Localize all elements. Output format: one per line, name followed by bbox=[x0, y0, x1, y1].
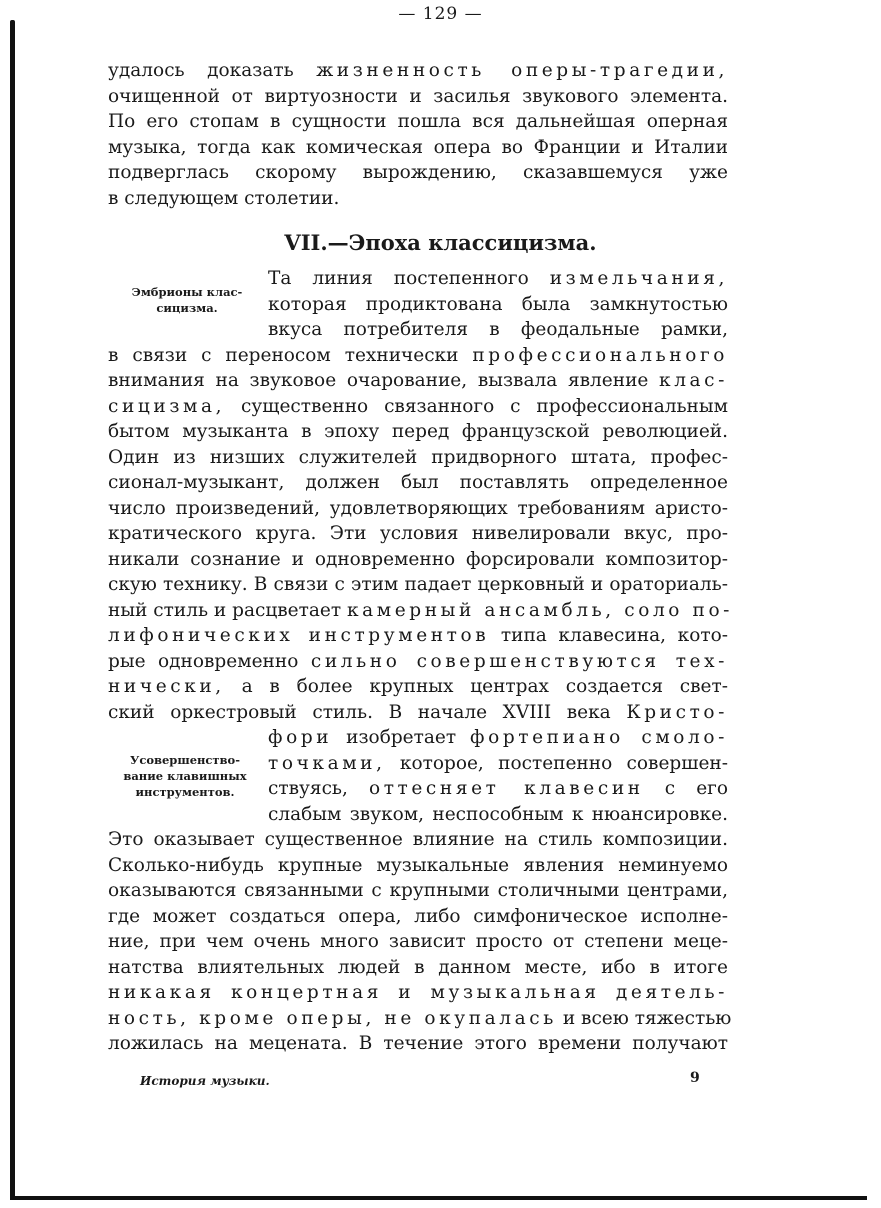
page-bottom-edge bbox=[10, 1196, 867, 1200]
text-line bbox=[108, 929, 728, 955]
text-run: музыка, тогда как комическая опера во Франции и Италии bbox=[108, 136, 728, 158]
text-run: Сколько-нибудь крупные музыкальные явления неминуемо bbox=[108, 854, 728, 876]
text-line bbox=[108, 496, 728, 522]
margin-note-keyboard bbox=[110, 752, 260, 800]
text-line bbox=[108, 853, 728, 879]
spaced-emphasis: измельчания, bbox=[549, 268, 728, 289]
footer-signature-number: 9 bbox=[690, 1070, 700, 1086]
text-run: рые одновременно bbox=[108, 650, 311, 672]
spaced-emphasis: нически, bbox=[108, 676, 225, 697]
text-line bbox=[268, 266, 728, 292]
text-run: где может создаться опера, либо симфоническое исполне- bbox=[108, 905, 728, 927]
text-line bbox=[108, 343, 728, 369]
text-line bbox=[268, 802, 728, 828]
text-run: бытом музыканта в эпоху перед французской революцией. bbox=[108, 421, 728, 442]
spaced-emphasis: Кристо- bbox=[626, 701, 728, 723]
text-line bbox=[108, 623, 728, 649]
text-line bbox=[108, 160, 728, 186]
spaced-emphasis: фортепиано смоло- bbox=[470, 727, 728, 748]
spaced-emphasis: ность, кроме оперы, не окупалась bbox=[108, 1007, 557, 1029]
text-line bbox=[108, 598, 734, 624]
spaced-emphasis: лифонических инструментов bbox=[108, 625, 490, 646]
text-line bbox=[108, 980, 728, 1006]
spaced-emphasis: клас- bbox=[659, 370, 728, 391]
text-line bbox=[268, 725, 728, 751]
text-run: в следующем столетии. bbox=[108, 187, 340, 209]
text-line bbox=[108, 419, 728, 445]
spaced-emphasis: сильно совершенствуются тех- bbox=[310, 650, 728, 672]
margin-note-line: сицизма. bbox=[156, 301, 218, 315]
text-line bbox=[108, 1006, 732, 1032]
margin-note-line: Усовершенство- bbox=[129, 753, 240, 767]
text-run: вкуса потребителя в феодальные рамки, bbox=[268, 319, 728, 340]
text-run: удалось доказать bbox=[108, 60, 317, 81]
text-line bbox=[108, 700, 728, 726]
text-line bbox=[268, 751, 728, 777]
body-paragraph bbox=[108, 266, 734, 1057]
text-run: Это оказывает существенное влияние на стиль композиции. bbox=[108, 829, 728, 850]
margin-note-line: вание клавишных bbox=[123, 769, 247, 783]
text-line bbox=[108, 547, 728, 573]
text-line bbox=[108, 521, 728, 547]
text-line bbox=[108, 827, 728, 853]
text-line bbox=[108, 109, 728, 135]
text-run: скую технику. В связи с этим падает церковный и ораториаль- bbox=[108, 574, 728, 595]
footer-book-title: История музыки. bbox=[140, 1074, 270, 1088]
margin-note-line: Эмбрионы клас- bbox=[131, 285, 243, 299]
spaced-emphasis: никакая концертная и музыкальная деятель- bbox=[108, 982, 728, 1003]
text-run: внимания на звуковое очарование, вызвала явление bbox=[108, 370, 660, 391]
text-run: которое, постепенно совершен- bbox=[385, 752, 728, 774]
main-lines-b bbox=[108, 827, 732, 1057]
text-line bbox=[108, 394, 728, 420]
text-line bbox=[108, 955, 728, 981]
text-line bbox=[108, 904, 728, 930]
spaced-emphasis: фори bbox=[268, 727, 333, 748]
indented-lines-a bbox=[108, 266, 728, 343]
text-run: Та линия постепенного bbox=[268, 268, 550, 289]
top-paragraph bbox=[108, 58, 728, 211]
spaced-emphasis: жизненность оперы-трагедии, bbox=[316, 60, 728, 81]
text-run: сионал-музыкант, должен был поставлять определенное bbox=[108, 472, 728, 493]
text-line bbox=[268, 776, 728, 802]
text-run: ние, при чем очень много зависит просто от степени меце- bbox=[108, 931, 728, 952]
text-run: изобретает bbox=[332, 727, 471, 748]
text-line bbox=[268, 292, 728, 318]
text-run: подверглась скорому вырождению, сказавшемуся уже bbox=[108, 162, 728, 183]
text-run: ложилась на мецената. В течение этого времени получают bbox=[108, 1033, 728, 1054]
text-line bbox=[108, 186, 728, 212]
text-run: натства влиятельных людей в данном месте, ибо в итоге bbox=[108, 956, 728, 978]
margin-note-line: инструментов. bbox=[135, 785, 235, 799]
text-run: ный стиль и расцветает bbox=[108, 599, 347, 621]
text-run: Один из низших служителей придворного штата, профес- bbox=[108, 446, 728, 468]
section-heading: VII.—Эпоха классицизма. bbox=[284, 230, 597, 255]
binding-edge bbox=[10, 20, 15, 1200]
text-run: типа клавесина, кото- bbox=[489, 625, 728, 646]
text-run: кратического круга. Эти условия нивелировали вкус, про- bbox=[108, 523, 728, 544]
spaced-emphasis: оттесняет клавесин bbox=[368, 778, 644, 799]
text-run: а в более крупных центрах создается свет- bbox=[224, 676, 728, 697]
text-run: с его bbox=[643, 778, 728, 799]
spaced-emphasis: сицизма, bbox=[108, 395, 226, 417]
text-line bbox=[108, 878, 728, 904]
spaced-emphasis: профессионального bbox=[472, 344, 728, 366]
text-line bbox=[108, 368, 728, 394]
page-number: — 129 — bbox=[398, 4, 483, 24]
text-run: которая продиктована была замкнутостью bbox=[268, 293, 728, 315]
text-run: слабым звуком, неспособным к нюансировке. bbox=[268, 803, 728, 825]
spaced-emphasis: камерный ансамбль, соло по- bbox=[346, 599, 734, 621]
text-run: существенно связанного с профессиональным bbox=[225, 395, 728, 417]
text-run: ствуясь, bbox=[268, 778, 369, 799]
text-line bbox=[108, 58, 728, 84]
text-line bbox=[108, 135, 728, 161]
main-lines-a bbox=[108, 343, 734, 726]
text-run: в связи с переносом технически bbox=[108, 344, 473, 366]
text-run: никали сознание и одновременно форсировали композитор- bbox=[108, 548, 728, 570]
text-line bbox=[108, 572, 728, 598]
text-run: ский оркестровый стиль. В начале XVIII века bbox=[108, 701, 627, 723]
text-line bbox=[108, 84, 728, 110]
text-line bbox=[108, 674, 728, 700]
text-run: и всею тяжестью bbox=[556, 1007, 732, 1029]
text-run: оказываются связанными с крупными столичными центрами, bbox=[108, 880, 728, 901]
text-line bbox=[108, 445, 728, 471]
text-line bbox=[108, 649, 728, 675]
text-run: очищенной от виртуозности и засилья звукового элемента. bbox=[108, 85, 728, 107]
text-line bbox=[108, 1031, 728, 1057]
spaced-emphasis: точками, bbox=[268, 752, 386, 774]
text-run: По его стопам в сущности пошла вся дальнейшая оперная bbox=[108, 111, 728, 132]
text-run: число произведений, удовлетворяющих требованиям аристо- bbox=[108, 497, 728, 519]
text-line bbox=[268, 317, 728, 343]
text-line bbox=[108, 470, 728, 496]
